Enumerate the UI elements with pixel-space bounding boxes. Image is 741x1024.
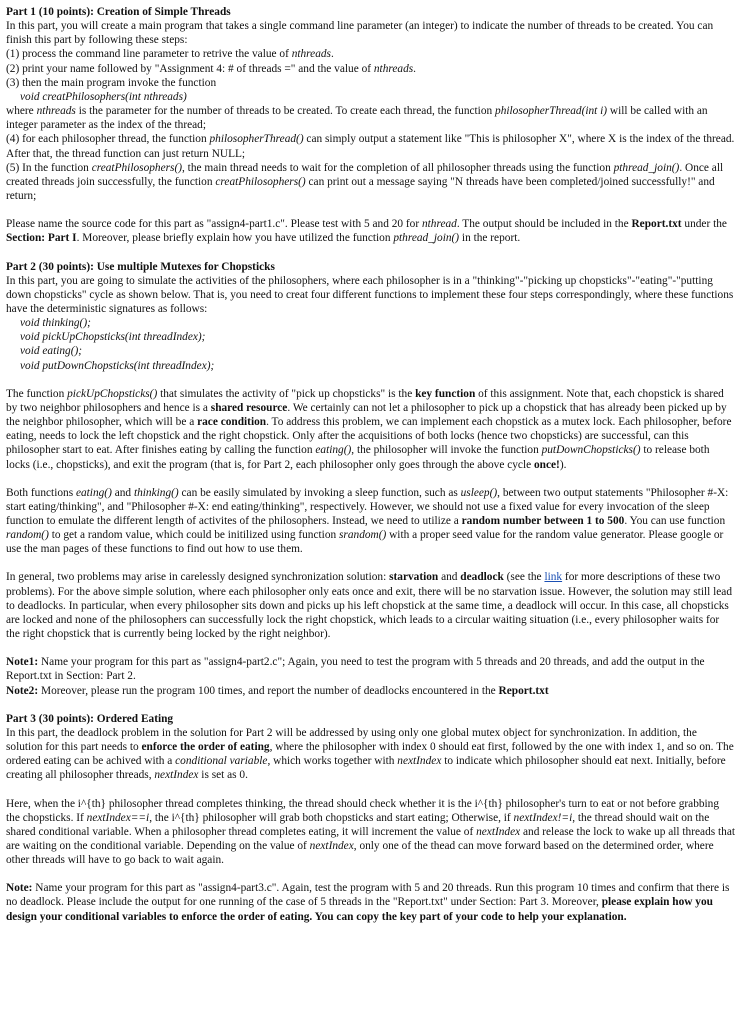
part2-sleep-paragraph: Both functions eating() and thinking() can be easily simulated by invoking a sleep function, such as usleep(), between two output statements "Philosopher #-X: start eating/thinking", and "Philosopher #-X: end eating/thinking", respectively. However, we should not use a fixed value for every invocation of the sleep function to emulate the different length of activites of the philosophers. Instead, we need to utilize a random number between 1 to 500. You can use function random() to get a random value, which could be initilized using function srandom() with a proper seed value for the random value generator. Please google or use the man pages of these functions to find out how to use them. bbox=[6, 486, 729, 556]
part1-note: Please name the source code for this part as "assign4-part1.c". Please test with 5 and 20 for nthread. The output should be included in the Report.txt under the Section: Part I. Moreover, please briefly explain how you have utilized the function pthread_join() in the report. bbox=[6, 218, 727, 245]
part2-section bbox=[6, 260, 735, 698]
part1-section bbox=[6, 5, 735, 246]
part3-heading: Part 3 (30 points): Ordered Eating bbox=[6, 712, 174, 725]
part1-heading: Part 1 (10 points): Creation of Simple Threads bbox=[6, 6, 231, 18]
part2-deadlock-paragraph: In general, two problems may arise in carelessly designed synchronization solution: starvation and deadlock (see the link for more descriptions of these two problems). For the above simple solution, where each philosopher only eats once and exit, there will be no starvation issue. However, the solution may still lead to deadlocks. In particular, when every philosopher sits down and picks up his left chopstick at the same time, a deadlock will occur. In this case, all chopsticks are locked and none of the philosophers can successfully lock the right chopstick, which leads to a circular waiting situation (i.e., every philosopher waits for the right chopstick that is currently being locked by the right neighbor). bbox=[6, 571, 733, 641]
part3-note: Note: Name your program for this part as "assign4-part3.c". Again, test the program with 5 and 20 threads. Run this program 10 times and confirm that there is no deadlock. Please include the output for one running of the case of 5 threads in the "Report.txt" under Section: Part 3. Moreover, please explain how you design your conditional variables to enforce the order of eating. You can copy the key part of your code to help your explanation. bbox=[6, 882, 730, 923]
part2-sig-thinking: void thinking(); bbox=[20, 317, 91, 330]
part2-note2: Note2: Moreover, please run the program 100 times, and report the number of deadlocks encountered in the Report.txt bbox=[6, 684, 549, 697]
part2-sig-putdown: void putDownChopsticks(int threadIndex); bbox=[20, 359, 215, 372]
part1-step2: (2) print your name followed by "Assignment 4: # of threads =" and the value of nthreads. bbox=[6, 62, 417, 75]
part2-sig-eating: void eating(); bbox=[20, 345, 83, 358]
part1-step4: (4) for each philosopher thread, the function philosopherThread() can simply output a statement like "This is philosopher X", where X is the index of the thread. After that, the thread function can just return NULL; bbox=[6, 133, 735, 160]
part3-nextindex-paragraph: Here, when the i^{th} philosopher thread completes thinking, the thread should check whether it is the i^{th} philosopher's turn to eat or not before grabbing the chopsticks. If nextIndex==i, the i^{th} philosopher will grab both chopsticks and start eating; Otherwise, if nextIndex!=i, the thread should wait on the shared conditional variable. When a philosopher thread completes eating, it will increment the value of nextIndex and release the lock to wake up all threads that are waiting on the conditional variable. Depending on the value of nextIndex, only one of the thead can move forward based on the determined order, where other threads will have to go back to wait again. bbox=[6, 797, 736, 867]
part2-heading: Part 2 (30 points): Use multiple Mutexes for Chopsticks bbox=[6, 260, 275, 273]
part3-intro-paragraph: In this part, the deadlock problem in the solution for Part 2 will be addressed by using only one global mutex object for synchronization. In addition, the solution for this part needs to enforce the order of eating, where the philosopher with index 0 should eat first, followed by the one with index 1, and so on. The ordered eating can be achived with a conditional variable, which works together with nextIndex to indicate which philosopher should eat next. Initially, before creating all philosopher threads, nextIndex is set as 0. bbox=[6, 726, 734, 782]
part1-step1: (1) process the command line parameter to retrive the value of nthreads. bbox=[6, 48, 334, 61]
part2-note1: Note1: Name your program for this part as "assign4-part2.c"; Again, you need to test the program with 5 threads and 20 threads, and add the output in the Report.txt in Section: Part 2. bbox=[6, 656, 705, 683]
part1-where: where nthreads is the parameter for the number of threads to be created. To create each thread, the function philosopherThread(int i) will be called with an integer parameter as the index of the thread; bbox=[6, 105, 708, 132]
part1-func-signature: void creatPhilosophers(int nthreads) bbox=[20, 90, 187, 103]
part3-section bbox=[6, 712, 735, 924]
part1-step3: (3) then the main program invoke the function bbox=[6, 76, 217, 89]
part2-key-function-paragraph: The function pickUpChopsticks() that simulates the activity of "pick up chopsticks" is the key function of this assignment. Note that, each chopstick is shared by two neighbor philosophers and hence is a shared resource. We certainly can not let a philosopher to pick up a chopstick that has already been picked up by the neighbor philosopher, which will be a race condition. To address this problem, we can implement each chopstick as a mutex lock. Each philosopher, before eating, needs to lock the left chopstick and the right chopstick. Only after the acquisitions of both locks (hence two chopsticks) are successful, can this philosopher start to eat. After finishes eating by calling the function eating(), the philosopher will invoke the function putDownChopsticks() to release both locks (i.e., chopsticks), and exit the program (that is, for Part 2, each philosopher only goes through the above cycle once!). bbox=[6, 387, 732, 471]
deadlock-link[interactable]: link bbox=[544, 571, 563, 584]
part2-sig-pickup: void pickUpChopsticks(int threadIndex); bbox=[20, 331, 206, 344]
part1-step5: (5) In the function creatPhilosophers(), the main thread needs to wait for the completion of all philosopher threads using the function pthread_join(). Once all created threads join successfully, the function creatPhilosophers() can print out a message saying "N threads have been completed/joined successfully!" and return; bbox=[6, 161, 724, 203]
part1-intro: In this part, you will create a main program that takes a single command line parameter (an integer) to indicate the number of threads to be created. You can finish this part by following these steps: bbox=[6, 20, 714, 47]
part2-intro: In this part, you are going to simulate the activities of the philosophers, where each philosopher is in a "thinking"-"picking up chopsticks"-"eating"-"putting down chopsticks" cycle as shown below. That is, you need to creat four different functions to implement these four steps correspondingly, where these functions have the deterministic signatures as follows: bbox=[6, 274, 734, 315]
